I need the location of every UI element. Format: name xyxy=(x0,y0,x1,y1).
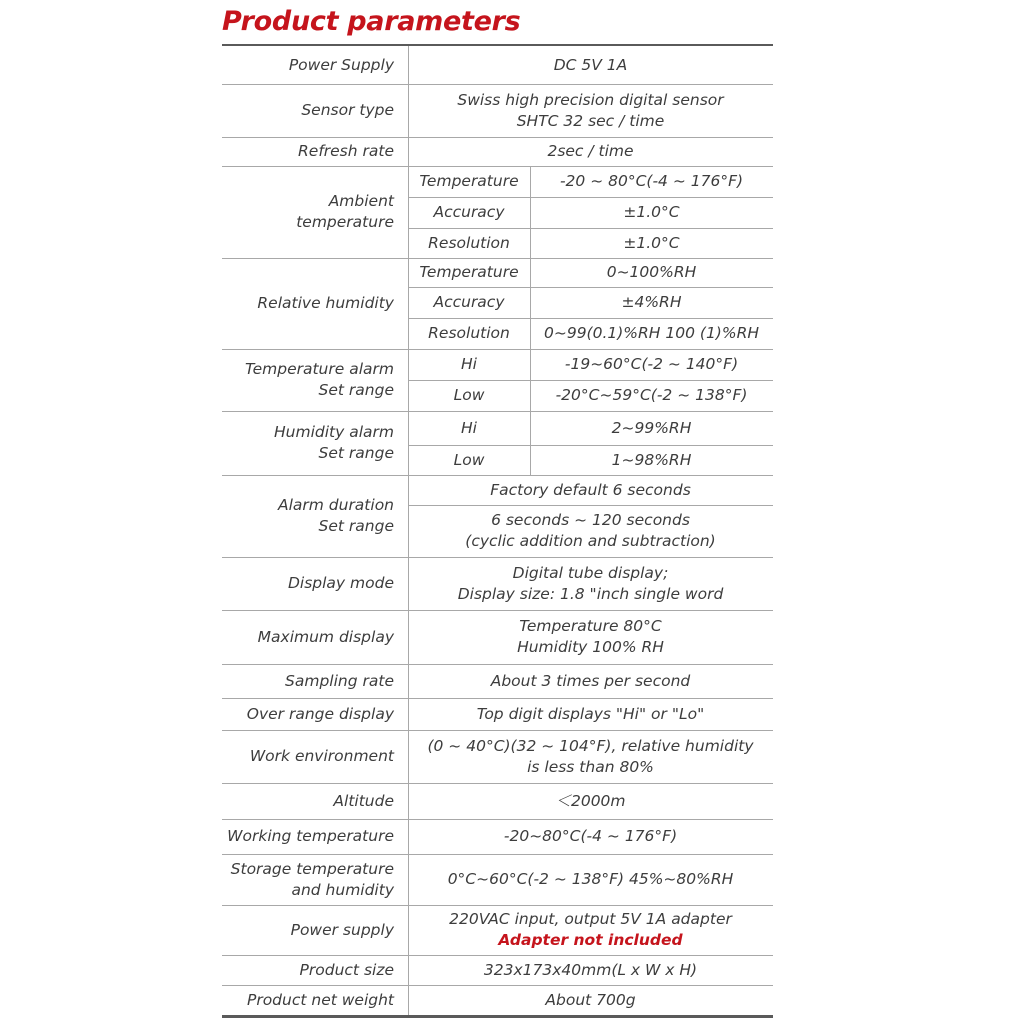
param-value xyxy=(530,166,773,197)
sub-label xyxy=(408,318,530,349)
param-label-line: Set range xyxy=(318,381,394,399)
param-value-line: Top digit displays "Hi" or "Lo" xyxy=(476,704,705,723)
param-label xyxy=(222,258,408,349)
sub-label-line: Temperature xyxy=(419,172,519,190)
param-label xyxy=(222,411,408,475)
param-value xyxy=(408,84,773,137)
param-value-line: -19~60°C(-2 ~ 140°F) xyxy=(564,355,739,373)
param-label-line: Over range display xyxy=(246,704,394,723)
sub-label xyxy=(408,197,530,228)
param-value-line: Digital tube display; xyxy=(512,563,669,582)
row-divider xyxy=(222,854,773,855)
param-value-line: ＜2000m xyxy=(555,791,626,810)
param-label xyxy=(222,137,408,166)
param-label-line: Power supply xyxy=(290,920,394,939)
param-label-line: Ambient xyxy=(328,192,394,210)
param-value xyxy=(530,228,773,258)
param-label-line: Sensor type xyxy=(301,101,394,119)
sub-label-line: Low xyxy=(453,386,485,404)
param-value xyxy=(530,411,773,445)
param-value-line: Humidity 100% RH xyxy=(517,638,664,656)
param-value-line: 1~98%RH xyxy=(611,450,692,469)
param-label-line: Work environment xyxy=(249,747,394,765)
param-value-line: 2sec / time xyxy=(547,142,634,160)
sub-label-line: Resolution xyxy=(428,233,510,252)
param-label xyxy=(222,985,408,1015)
param-value xyxy=(530,445,773,475)
page-title: Product parameters xyxy=(222,6,521,37)
bottom-rule xyxy=(222,1015,773,1018)
param-value-line: -20 ~ 80°C(-4 ~ 176°F) xyxy=(559,172,744,190)
param-value-line: 323x173x40mm(L x W x H) xyxy=(483,960,698,979)
row-divider xyxy=(222,819,773,820)
param-label-line: temperature xyxy=(296,213,394,231)
row-divider xyxy=(222,557,773,558)
param-label xyxy=(222,730,408,783)
row-divider xyxy=(222,258,773,259)
row-divider xyxy=(408,287,773,288)
param-label-line: Set range xyxy=(318,444,394,462)
param-label xyxy=(222,664,408,698)
param-label-line: Altitude xyxy=(333,791,394,810)
param-value-line: 2~99%RH xyxy=(611,418,692,437)
row-divider xyxy=(222,137,773,138)
param-label-line: Maximum display xyxy=(257,627,394,646)
param-value xyxy=(408,664,773,698)
row-divider xyxy=(222,783,773,784)
row-divider xyxy=(408,445,773,446)
param-value-line: SHTC 32 sec / time xyxy=(516,111,665,130)
param-value xyxy=(408,955,773,985)
param-value xyxy=(530,380,773,411)
column-divider xyxy=(408,46,409,1015)
param-label-line: Sampling rate xyxy=(285,671,394,690)
param-value-line: (0 ~ 40°C)(32 ~ 104°F), relative humidity xyxy=(427,736,754,755)
param-label xyxy=(222,475,408,557)
param-label-line: Relative humidity xyxy=(257,294,394,312)
param-value-line: 0~99(0.1)%RH 100 (1)%RH xyxy=(543,324,760,342)
param-label xyxy=(222,557,408,610)
param-value-line: DC 5V 1A xyxy=(553,55,628,74)
param-label-line: Product size xyxy=(299,960,394,979)
sub-label-line: Temperature xyxy=(419,263,519,281)
param-label-line: Power Supply xyxy=(288,55,394,74)
param-value xyxy=(530,349,773,380)
param-label-line: Display mode xyxy=(287,574,394,592)
row-divider xyxy=(222,905,773,906)
param-value xyxy=(408,698,773,730)
param-label xyxy=(222,955,408,985)
param-value xyxy=(408,730,773,783)
param-value xyxy=(408,137,773,166)
adapter-note: Adapter not included xyxy=(498,931,683,949)
param-value xyxy=(530,258,773,287)
sub-label xyxy=(408,228,530,258)
param-label xyxy=(222,783,408,819)
sub-label-line: Low xyxy=(453,450,485,469)
row-divider xyxy=(222,955,773,956)
column-divider xyxy=(530,166,531,258)
param-label xyxy=(222,854,408,905)
param-value-line: Swiss high precision digital sensor xyxy=(457,90,724,109)
param-value xyxy=(530,318,773,349)
column-divider xyxy=(530,411,531,475)
row-divider xyxy=(222,166,773,167)
param-value-line: ±1.0°C xyxy=(623,203,680,221)
row-divider xyxy=(222,475,773,476)
param-value-line: 0°C~60°C(-2 ~ 138°F) 45%~80%RH xyxy=(447,870,734,888)
param-value xyxy=(408,557,773,610)
param-value xyxy=(530,197,773,228)
param-label-line: and humidity xyxy=(291,880,394,899)
row-divider xyxy=(408,197,773,198)
param-value-line: 6 seconds ~ 120 seconds xyxy=(491,511,690,529)
param-value xyxy=(408,610,773,664)
column-divider xyxy=(530,349,531,411)
param-value xyxy=(408,505,773,557)
param-value-line: ±4%RH xyxy=(621,293,682,311)
row-divider xyxy=(222,84,773,85)
row-divider xyxy=(222,349,773,350)
sub-label xyxy=(408,166,530,197)
row-divider xyxy=(222,664,773,665)
sub-label xyxy=(408,380,530,411)
param-label-line: Alarm duration xyxy=(277,496,394,514)
param-value xyxy=(408,783,773,819)
param-value-line: ±1.0°C xyxy=(623,233,680,252)
param-value-line: Temperature 80°C xyxy=(519,617,662,635)
sub-label-line: Accuracy xyxy=(433,203,505,221)
param-value-line: About 700g xyxy=(545,990,636,1009)
param-label-line: Storage temperature xyxy=(230,859,394,878)
param-value-line: About 3 times per second xyxy=(490,671,691,690)
param-label-line: Working temperature xyxy=(227,827,394,845)
sub-label-line: Hi xyxy=(461,418,477,437)
sub-label-line: Hi xyxy=(461,355,477,373)
param-label xyxy=(222,610,408,664)
sub-label xyxy=(408,445,530,475)
param-label xyxy=(222,819,408,854)
row-divider xyxy=(408,228,773,229)
param-label xyxy=(222,349,408,411)
param-label-line: Set range xyxy=(318,517,394,535)
param-value xyxy=(408,46,773,84)
param-label xyxy=(222,46,408,84)
param-value xyxy=(408,819,773,854)
param-value-line: 0~100%RH xyxy=(606,263,697,281)
param-value-line: -20°C~59°C(-2 ~ 138°F) xyxy=(555,386,748,404)
param-label-line: Product net weight xyxy=(246,990,394,1009)
sub-label-line: Resolution xyxy=(428,324,510,342)
param-label xyxy=(222,905,408,955)
param-label-line: Humidity alarm xyxy=(274,423,394,441)
sub-label xyxy=(408,287,530,318)
row-divider xyxy=(408,505,773,506)
column-divider xyxy=(530,258,531,349)
param-value-line: -20~80°C(-4 ~ 176°F) xyxy=(503,827,678,845)
param-value-line: Factory default 6 seconds xyxy=(490,480,691,499)
sub-label xyxy=(408,349,530,380)
param-label xyxy=(222,84,408,137)
param-value xyxy=(408,985,773,1015)
row-divider xyxy=(222,698,773,699)
sub-label xyxy=(408,258,530,287)
param-label xyxy=(222,698,408,730)
param-value-line: is less than 80% xyxy=(527,757,654,776)
row-divider xyxy=(222,730,773,731)
sub-label xyxy=(408,411,530,445)
param-value xyxy=(408,905,773,955)
row-divider xyxy=(408,380,773,381)
param-value-line: 220VAC input, output 5V 1A adapter xyxy=(449,910,732,928)
param-label-line: Refresh rate xyxy=(298,142,394,160)
param-value xyxy=(408,854,773,905)
row-divider xyxy=(222,411,773,412)
param-label-line: Temperature alarm xyxy=(245,360,394,378)
param-value-line: (cyclic addition and subtraction) xyxy=(465,532,716,550)
row-divider xyxy=(222,985,773,986)
param-value xyxy=(530,287,773,318)
sub-label-line: Accuracy xyxy=(433,293,505,311)
param-label xyxy=(222,166,408,258)
param-value xyxy=(408,475,773,505)
param-value-line: Display size: 1.8 "inch single word xyxy=(457,584,724,603)
row-divider xyxy=(408,318,773,319)
row-divider xyxy=(222,610,773,611)
